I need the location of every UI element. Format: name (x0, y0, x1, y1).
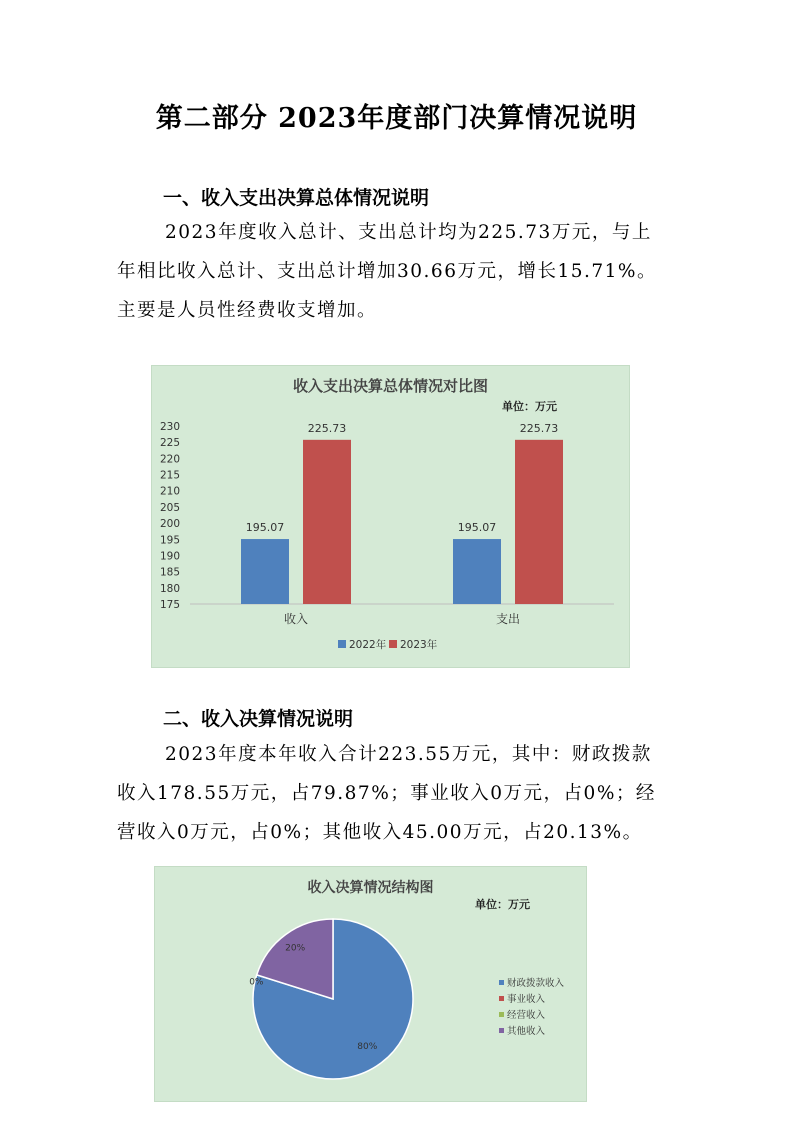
y-tick-label: 195 (159, 534, 180, 547)
y-tick-label: 190 (159, 550, 180, 563)
pie-data-label: 0% (249, 977, 264, 988)
y-tick-label: 210 (159, 485, 180, 498)
section1-line-3: 主要是人员性经费收支增加。 (117, 300, 378, 321)
legend-label: 财政拨款收入 (507, 978, 565, 989)
y-tick-label: 225 (159, 437, 180, 450)
legend-swatch (499, 980, 504, 985)
pie-chart-unit: 单位：万元 (475, 898, 530, 911)
bar-data-label: 225.73 (519, 421, 559, 435)
legend-label: 2023年 (400, 639, 438, 651)
section1-line-1: 2023年度收入总计、支出总计均为225.73万元，与上 (165, 222, 652, 243)
bar-chart (152, 366, 629, 667)
y-tick-label: 200 (159, 518, 180, 531)
legend-swatch (499, 1012, 504, 1017)
pie-chart (155, 867, 586, 1101)
bar-first-series (453, 539, 501, 604)
pie-data-label: 20% (285, 943, 306, 954)
page-title: 第二部分 2023年度部门决算情况说明 (155, 103, 638, 134)
y-tick-label: 205 (159, 501, 180, 514)
bar-data-label: 195.07 (245, 521, 285, 535)
legend-swatch (499, 1028, 504, 1033)
pie-chart-panel (154, 866, 587, 1102)
bar-chart-unit: 单位：万元 (502, 400, 557, 413)
section-heading-2: 二、收入决算情况说明 (163, 708, 354, 730)
legend-label: 其他收入 (507, 1026, 546, 1037)
y-tick-label: 215 (159, 469, 180, 482)
y-tick-label: 175 (159, 599, 180, 611)
y-tick-label: 220 (159, 453, 180, 466)
section1-line-2: 年相比收入总计、支出总计增加30.66万元，增长15.71%。 (117, 261, 658, 282)
x-category-label: 收入 (283, 612, 309, 626)
y-tick-label: 230 (159, 421, 180, 433)
legend-label: 事业收入 (507, 994, 546, 1005)
bar-second-series (515, 440, 563, 604)
section2-line-1: 2023年度本年收入合计223.55万元，其中：财政拨款 (165, 744, 652, 765)
section-heading-1: 一、收入支出决算总体情况说明 (163, 187, 430, 209)
bar-second-series (303, 440, 351, 604)
x-category-label: 支出 (495, 612, 521, 626)
y-tick-label: 180 (159, 582, 180, 595)
section2-line-2: 收入178.55万元，占79.87%；事业收入0万元，占0%；经 (117, 783, 656, 804)
pie-data-label: 80% (357, 1041, 378, 1052)
bar-chart-title: 收入支出决算总体情况对比图 (292, 377, 488, 395)
bar-first-series (241, 539, 289, 604)
legend-swatch (338, 640, 346, 648)
legend-swatch (499, 996, 504, 1001)
bar-chart-panel (151, 365, 630, 668)
legend-label: 经营收入 (507, 1010, 546, 1021)
legend-label: 2022年 (349, 639, 387, 651)
y-tick-label: 185 (159, 566, 180, 579)
pie-chart-title: 收入决算情况结构图 (307, 880, 434, 896)
section2-line-3: 营收入0万元，占0%；其他收入45.00万元，占20.13%。 (117, 822, 643, 843)
bar-data-label: 195.07 (457, 521, 497, 535)
bar-data-label: 225.73 (307, 421, 347, 435)
legend-swatch (389, 640, 397, 648)
